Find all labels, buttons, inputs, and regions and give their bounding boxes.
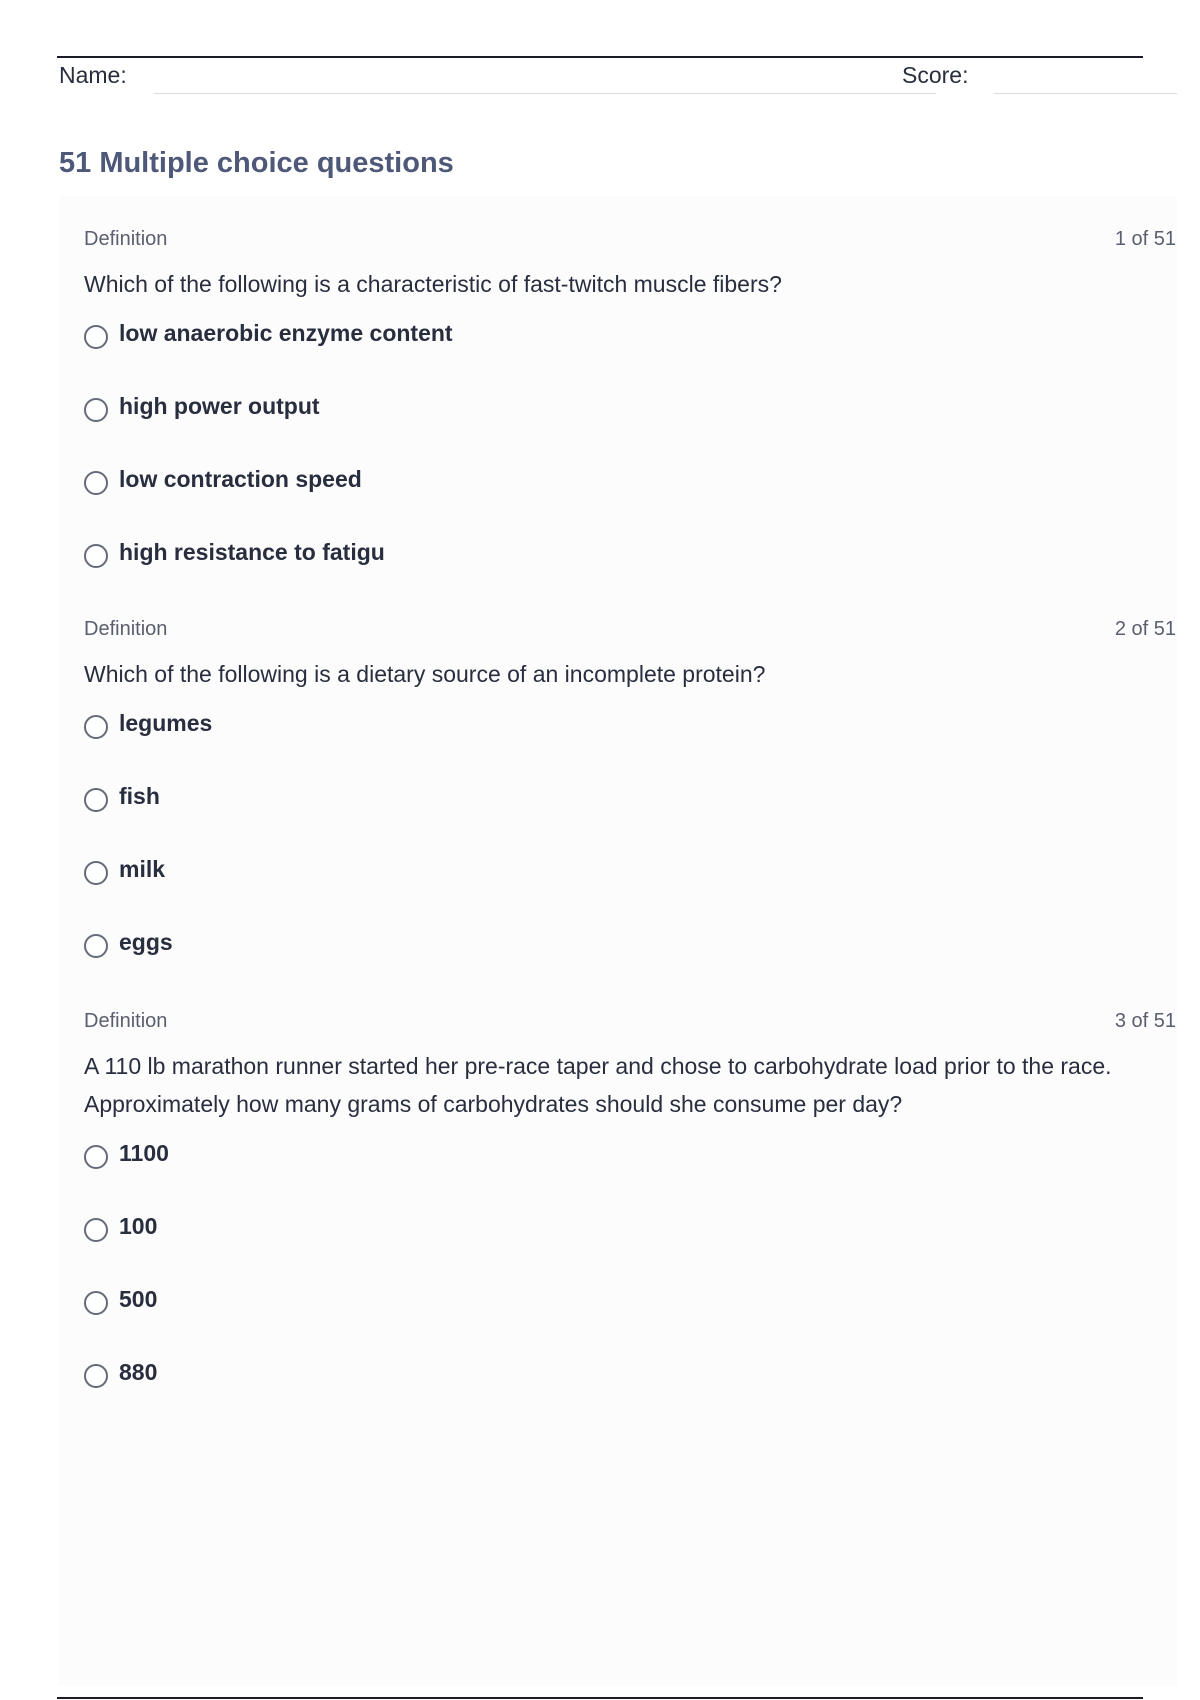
answer-option[interactable] — [84, 319, 1176, 392]
question-type: Definition — [84, 618, 168, 640]
radio-button[interactable] — [84, 325, 108, 349]
question-meta — [84, 618, 1176, 644]
radio-button[interactable] — [84, 398, 108, 422]
top-divider — [57, 56, 1143, 58]
answer-option[interactable] — [84, 465, 1176, 538]
answer-label[interactable]: 100 — [119, 1213, 158, 1239]
answer-option[interactable] — [84, 1285, 1176, 1358]
name-label: Name: — [59, 62, 127, 88]
radio-button[interactable] — [84, 934, 108, 958]
answer-options — [84, 709, 1176, 1001]
question-text: Which of the following is a characteristic of fast-twitch muscle fibers? — [84, 271, 782, 297]
question-text: A 110 lb marathon runner started her pre-race taper and chose to carbohydrate load prior to the race. Approximately how many grams of carbohydrates should she consume per day? — [84, 1053, 1112, 1117]
radio-button[interactable] — [84, 715, 108, 739]
answer-label[interactable]: 880 — [119, 1359, 158, 1385]
worksheet-header — [59, 60, 1177, 96]
radio-button[interactable] — [84, 544, 108, 568]
radio-button[interactable] — [84, 1218, 108, 1242]
radio-button[interactable] — [84, 788, 108, 812]
question-counter: 3 of 51 — [1114, 1010, 1176, 1032]
answer-option[interactable] — [84, 782, 1176, 855]
answer-option[interactable] — [84, 928, 1176, 1001]
question-meta — [84, 228, 1176, 254]
radio-button[interactable] — [84, 861, 108, 885]
answer-option[interactable] — [84, 1358, 1176, 1431]
answer-option[interactable] — [84, 392, 1176, 465]
answer-label[interactable]: milk — [119, 856, 166, 882]
question-meta — [84, 1010, 1176, 1036]
answer-option[interactable] — [84, 1212, 1176, 1285]
answer-options — [84, 319, 1176, 611]
answer-label[interactable]: low contraction speed — [119, 466, 362, 492]
question-counter: 2 of 51 — [1114, 618, 1176, 640]
radio-button[interactable] — [84, 471, 108, 495]
question-type: Definition — [84, 1010, 168, 1032]
radio-button[interactable] — [84, 1291, 108, 1315]
radio-button[interactable] — [84, 1364, 108, 1388]
answer-label[interactable]: legumes — [119, 710, 213, 736]
question-counter: 1 of 51 — [1114, 228, 1176, 250]
question-text: Which of the following is a dietary source of an incomplete protein? — [84, 661, 766, 687]
answer-label[interactable]: high power output — [119, 393, 320, 419]
answer-label[interactable]: high resistance to fatigu — [119, 539, 385, 565]
question-card — [84, 228, 1176, 611]
radio-button[interactable] — [84, 1145, 108, 1169]
answer-option[interactable] — [84, 709, 1176, 782]
score-field[interactable] — [994, 93, 1177, 94]
answer-option[interactable] — [84, 855, 1176, 928]
answer-label[interactable]: 1100 — [119, 1140, 169, 1166]
answer-label[interactable]: 500 — [119, 1286, 158, 1312]
question-type: Definition — [84, 228, 168, 250]
answer-options — [84, 1139, 1176, 1431]
section-title: 51 Multiple choice questions — [59, 147, 454, 179]
answer-option[interactable] — [84, 538, 1176, 611]
score-label: Score: — [902, 62, 969, 88]
question-card — [84, 618, 1176, 1001]
answer-label[interactable]: fish — [119, 783, 160, 809]
name-field[interactable] — [154, 93, 936, 94]
answer-label[interactable]: eggs — [119, 929, 173, 955]
question-card — [84, 1010, 1176, 1431]
bottom-divider — [57, 1697, 1143, 1699]
answer-option[interactable] — [84, 1139, 1176, 1212]
answer-label[interactable]: low anaerobic enzyme content — [119, 320, 453, 346]
